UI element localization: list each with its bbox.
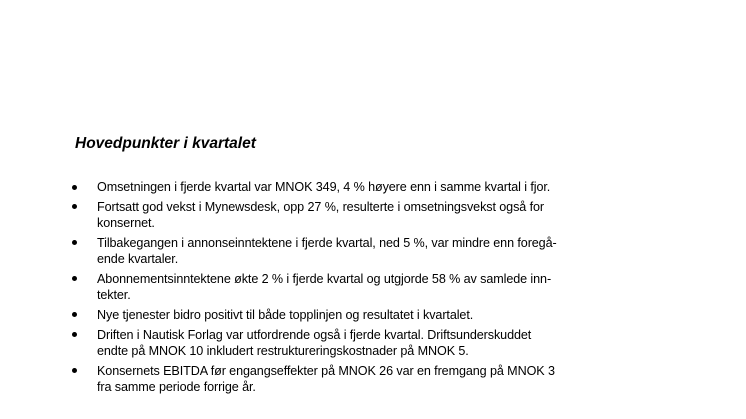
list-item-text [97,327,670,359]
list-item-line: Nye tjenester bidro positivt til både topplinjen og resultatet i kvartalet. [97,307,474,322]
list-item-line: Tilbakegangen i annonseinntektene i fjerde kvartal, ned 5 %, var mindre enn foregå- [97,235,557,250]
bullet-icon [72,368,77,373]
list-item-text [97,235,670,267]
list-item [70,235,670,267]
list-item-text [97,271,670,303]
list-item [70,363,670,395]
list-item-line: Driften i Nautisk Forlag var utfordrende også i fjerde kvartal. Driftsunderskuddet [97,327,532,342]
bullet-icon [72,276,77,281]
list-item-line: konsernet. [97,216,155,230]
list-item [70,179,670,195]
list-item-line: ende kvartaler. [97,252,179,266]
list-item [70,327,670,359]
list-item-text [97,307,670,323]
highlights-list [70,179,670,399]
section-heading: Hovedpunkter i kvartalet [75,135,256,152]
bullet-icon [72,332,77,337]
list-item-line: tekter. [97,288,131,302]
bullet-icon [72,312,77,317]
list-item-text [97,179,670,195]
list-item-line: Fortsatt god vekst i Mynewsdesk, opp 27 %, resulterte i omsetningsvekst også for [97,199,544,214]
list-item [70,199,670,231]
bullet-icon [72,185,77,190]
list-item [70,271,670,303]
list-item-line: Omsetningen i fjerde kvartal var MNOK 349, 4 % høyere enn i samme kvartal i fjor. [97,180,551,194]
bullet-icon [72,204,77,209]
list-item [70,307,670,323]
list-item-text [97,199,670,231]
list-item-line: fra samme periode forrige år. [97,379,256,394]
list-item-text [97,363,670,395]
list-item-line: endte på MNOK 10 inkludert restruktureringskostnader på MNOK 5. [97,343,469,358]
list-item-line: Konsernets EBITDA før engangseffekter på MNOK 26 var en fremgang på MNOK 3 [97,363,555,378]
bullet-icon [72,240,77,245]
list-item-line: Abonnementsinntektene økte 2 % i fjerde kvartal og utgjorde 58 % av samlede inn- [97,271,552,286]
